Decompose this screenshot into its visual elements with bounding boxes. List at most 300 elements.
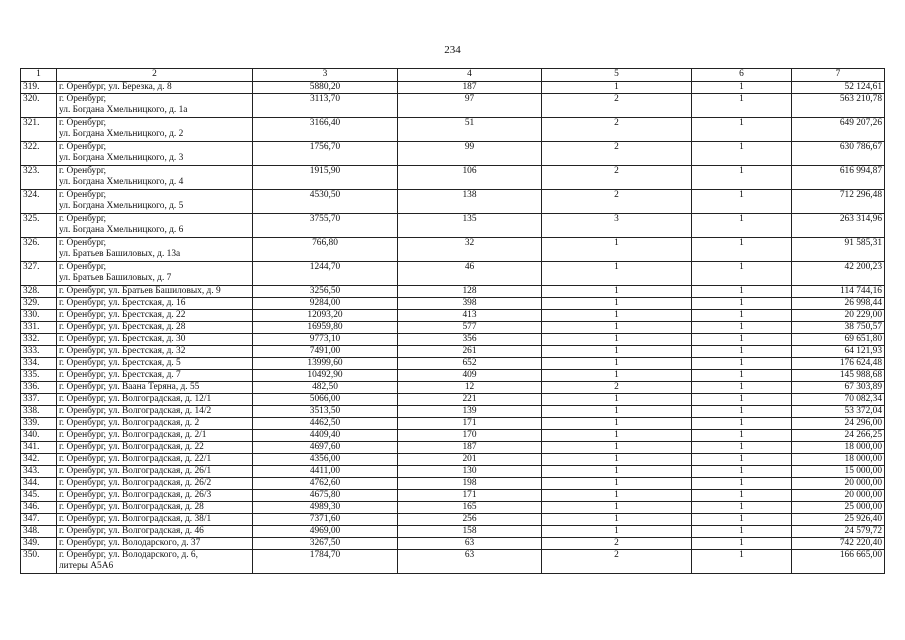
area-cell: 3113,70 [253,94,398,118]
table-body [21,82,885,574]
address-cell [57,310,253,322]
column-5-cell: 1 [542,442,692,454]
cost-cell: 69 651,80 [792,334,885,346]
residents-cell: 12 [398,382,542,394]
residents-cell: 63 [398,538,542,550]
area-cell: 13999,60 [253,358,398,370]
column-6-cell: 1 [692,382,792,394]
residents-cell: 652 [398,358,542,370]
address-line: г. Оренбург, [59,166,107,176]
column-header: 7 [792,69,885,82]
address-cell [57,550,253,574]
table-row [21,142,885,166]
area-cell: 9284,00 [253,298,398,310]
residents-cell: 201 [398,454,542,466]
cost-cell: 20 229,00 [792,310,885,322]
column-6-cell: 1 [692,310,792,322]
address-line: ул. Братьев Башиловых, д. 7 [59,273,172,283]
column-5-cell: 1 [542,430,692,442]
table-row [21,310,885,322]
column-5-cell: 1 [542,262,692,286]
row-number-cell: 339. [21,418,57,430]
area-cell: 4462,50 [253,418,398,430]
area-cell: 3755,70 [253,214,398,238]
cost-cell: 18 000,00 [792,442,885,454]
column-6-cell: 1 [692,286,792,298]
column-6-cell: 1 [692,538,792,550]
column-5-cell: 1 [542,466,692,478]
cost-cell: 20 000,00 [792,490,885,502]
address-line: литеры А5А6 [59,561,114,571]
column-header: 5 [542,69,692,82]
area-cell: 4411,00 [253,466,398,478]
column-5-cell: 1 [542,490,692,502]
column-header: 2 [57,69,253,82]
residents-cell: 135 [398,214,542,238]
address-line: г. Оренбург, ул. Брестская, д. 22 [59,310,186,320]
address-cell [57,442,253,454]
cost-cell: 64 121,93 [792,346,885,358]
address-line: ул. Богдана Хмельницкого, д. 5 [59,201,184,211]
area-cell: 7491,00 [253,346,398,358]
row-number-cell: 321. [21,118,57,142]
table-row [21,538,885,550]
residents-cell: 577 [398,322,542,334]
address-cell [57,502,253,514]
column-header: 1 [21,69,57,82]
area-cell: 3513,50 [253,406,398,418]
address-cell [57,190,253,214]
table-row [21,466,885,478]
address-cell [57,346,253,358]
column-5-cell: 3 [542,214,692,238]
column-5-cell: 1 [542,346,692,358]
cost-cell: 25 926,40 [792,514,885,526]
residents-cell: 171 [398,490,542,502]
address-cell [57,286,253,298]
residents-cell: 106 [398,166,542,190]
area-cell: 4356,00 [253,454,398,466]
column-6-cell: 1 [692,454,792,466]
column-5-cell: 2 [542,550,692,574]
cost-cell: 563 210,78 [792,94,885,118]
cost-cell: 166 665,00 [792,550,885,574]
address-line: г. Оренбург, ул. Володарского, д. 6, [59,550,198,560]
table-row [21,190,885,214]
column-5-cell: 1 [542,502,692,514]
column-6-cell: 1 [692,466,792,478]
table-row [21,394,885,406]
table-row [21,502,885,514]
row-number-cell: 333. [21,346,57,358]
column-5-cell: 2 [542,142,692,166]
residents-cell: 398 [398,298,542,310]
address-cell [57,322,253,334]
area-cell: 4969,00 [253,526,398,538]
table-row [21,334,885,346]
cost-cell: 114 744,16 [792,286,885,298]
residents-cell: 46 [398,262,542,286]
residents-cell: 413 [398,310,542,322]
column-5-cell: 1 [542,322,692,334]
address-cell [57,382,253,394]
column-header: 3 [253,69,398,82]
table-row [21,82,885,94]
cost-cell: 38 750,57 [792,322,885,334]
address-line: г. Оренбург, ул. Волгоградская, д. 46 [59,526,204,536]
address-line: г. Оренбург, [59,238,107,248]
column-5-cell: 1 [542,298,692,310]
address-line: г. Оренбург, ул. Волгоградская, д. 28 [59,502,204,512]
address-line: г. Оренбург, ул. Брестская, д. 28 [59,322,186,332]
cost-cell: 91 585,31 [792,238,885,262]
cost-cell: 712 296,48 [792,190,885,214]
row-number-cell: 329. [21,298,57,310]
residents-cell: 187 [398,442,542,454]
address-line: ул. Богдана Хмельницкого, д. 2 [59,129,184,139]
row-number-cell: 341. [21,442,57,454]
column-5-cell: 1 [542,406,692,418]
column-5-cell: 1 [542,478,692,490]
address-cell [57,514,253,526]
residents-cell: 409 [398,370,542,382]
area-cell: 1784,70 [253,550,398,574]
table-row [21,262,885,286]
address-cell [57,454,253,466]
row-number-cell: 340. [21,430,57,442]
area-cell: 766,80 [253,238,398,262]
column-5-cell: 1 [542,310,692,322]
address-line: г. Оренбург, ул. Брестская, д. 30 [59,334,186,344]
residents-cell: 63 [398,550,542,574]
table-row [21,382,885,394]
area-cell: 5066,00 [253,394,398,406]
address-line: г. Оренбург, [59,142,107,152]
address-line: г. Оренбург, ул. Волгоградская, д. 2/1 [59,430,207,440]
column-5-cell: 1 [542,286,692,298]
area-cell: 3256,50 [253,286,398,298]
address-cell [57,166,253,190]
address-line: г. Оренбург, ул. Брестская, д. 7 [59,370,181,380]
address-line: ул. Богдана Хмельницкого, д. 3 [59,153,184,163]
address-line: г. Оренбург, ул. Братьев Башиловых, д. 9 [59,286,221,296]
address-line: г. Оренбург, ул. Брестская, д. 32 [59,346,186,356]
row-number-cell: 344. [21,478,57,490]
address-line: г. Оренбург, ул. Волгоградская, д. 14/2 [59,406,212,416]
column-5-cell: 1 [542,514,692,526]
table-row [21,442,885,454]
residents-cell: 51 [398,118,542,142]
column-6-cell: 1 [692,394,792,406]
address-line: г. Оренбург, ул. Волгоградская, д. 12/1 [59,394,212,404]
cost-cell: 24 266,25 [792,430,885,442]
address-line: г. Оренбург, ул. Волгоградская, д. 38/1 [59,514,212,524]
residents-cell: 99 [398,142,542,166]
column-6-cell: 1 [692,94,792,118]
cost-cell: 616 994,87 [792,166,885,190]
row-number-cell: 330. [21,310,57,322]
column-6-cell: 1 [692,214,792,238]
address-cell [57,394,253,406]
cost-cell: 263 314,96 [792,214,885,238]
table-row [21,346,885,358]
address-cell [57,490,253,502]
area-cell: 1756,70 [253,142,398,166]
column-5-cell: 2 [542,190,692,214]
column-header: 4 [398,69,542,82]
column-6-cell: 1 [692,118,792,142]
address-cell [57,214,253,238]
address-line: г. Оренбург, [59,118,107,128]
column-6-cell: 1 [692,262,792,286]
residents-cell: 221 [398,394,542,406]
row-number-cell: 327. [21,262,57,286]
area-cell: 4697,60 [253,442,398,454]
area-cell: 4675,80 [253,490,398,502]
table-row [21,238,885,262]
column-5-cell: 1 [542,238,692,262]
area-cell: 4409,40 [253,430,398,442]
column-header: 6 [692,69,792,82]
column-6-cell: 1 [692,346,792,358]
address-cell [57,358,253,370]
address-line: ул. Братьев Башиловых, д. 13а [59,249,181,259]
residents-cell: 128 [398,286,542,298]
area-cell: 3267,50 [253,538,398,550]
row-number-cell: 326. [21,238,57,262]
row-number-cell: 320. [21,94,57,118]
residents-cell: 170 [398,430,542,442]
column-6-cell: 1 [692,406,792,418]
table-row [21,490,885,502]
address-line: г. Оренбург, [59,94,107,104]
row-number-cell: 336. [21,382,57,394]
cost-cell: 25 000,00 [792,502,885,514]
cost-cell: 176 624,48 [792,358,885,370]
cost-cell: 15 000,00 [792,466,885,478]
row-number-cell: 345. [21,490,57,502]
table-row [21,166,885,190]
table-row [21,370,885,382]
address-cell [57,526,253,538]
address-cell [57,334,253,346]
address-cell [57,430,253,442]
column-6-cell: 1 [692,430,792,442]
residents-cell: 165 [398,502,542,514]
address-cell [57,298,253,310]
address-cell [57,478,253,490]
address-line: ул. Богдана Хмельницкого, д. 1а [59,105,188,115]
address-line: г. Оренбург, ул. Володарского, д. 37 [59,538,201,548]
cost-cell: 630 786,67 [792,142,885,166]
residents-cell: 130 [398,466,542,478]
column-6-cell: 1 [692,322,792,334]
table-row [21,358,885,370]
column-6-cell: 1 [692,82,792,94]
table-row [21,286,885,298]
address-cell [57,262,253,286]
address-line: г. Оренбург, ул. Березка, д. 8 [59,82,172,92]
cost-cell: 53 372,04 [792,406,885,418]
area-cell: 4762,60 [253,478,398,490]
register-table [20,68,885,574]
column-6-cell: 1 [692,238,792,262]
column-6-cell: 1 [692,550,792,574]
address-line: г. Оренбург, ул. Волгоградская, д. 26/3 [59,490,212,500]
area-cell: 482,50 [253,382,398,394]
table-row [21,94,885,118]
table-row [21,526,885,538]
residents-cell: 261 [398,346,542,358]
column-6-cell: 1 [692,142,792,166]
cost-cell: 24 296,00 [792,418,885,430]
column-5-cell: 1 [542,526,692,538]
cost-cell: 24 579,72 [792,526,885,538]
column-6-cell: 1 [692,490,792,502]
row-number-cell: 350. [21,550,57,574]
row-number-cell: 334. [21,358,57,370]
address-line: ул. Богдана Хмельницкого, д. 4 [59,177,184,187]
row-number-cell: 347. [21,514,57,526]
address-line: ул. Богдана Хмельницкого, д. 6 [59,225,184,235]
area-cell: 4530,50 [253,190,398,214]
table-row [21,478,885,490]
address-line: г. Оренбург, ул. Волгоградская, д. 26/1 [59,466,212,476]
row-number-cell: 323. [21,166,57,190]
row-number-cell: 343. [21,466,57,478]
column-5-cell: 1 [542,454,692,466]
column-5-cell: 1 [542,370,692,382]
row-number-cell: 319. [21,82,57,94]
table-row [21,550,885,574]
column-6-cell: 1 [692,442,792,454]
address-line: г. Оренбург, ул. Волгоградская, д. 22/1 [59,454,212,464]
table-row [21,454,885,466]
residents-cell: 32 [398,238,542,262]
table-row [21,214,885,238]
address-cell [57,406,253,418]
cost-cell: 649 207,26 [792,118,885,142]
cost-cell: 42 200,23 [792,262,885,286]
row-number-cell: 342. [21,454,57,466]
address-cell [57,142,253,166]
row-number-cell: 322. [21,142,57,166]
row-number-cell: 325. [21,214,57,238]
address-line: г. Оренбург, [59,190,107,200]
address-line: г. Оренбург, ул. Волгоградская, д. 22 [59,442,204,452]
row-number-cell: 324. [21,190,57,214]
address-cell [57,238,253,262]
column-6-cell: 1 [692,190,792,214]
address-line: г. Оренбург, [59,262,107,272]
column-5-cell: 2 [542,538,692,550]
column-6-cell: 1 [692,166,792,190]
row-number-cell: 338. [21,406,57,418]
residents-cell: 198 [398,478,542,490]
area-cell: 7371,60 [253,514,398,526]
column-6-cell: 1 [692,298,792,310]
cost-cell: 145 988,68 [792,370,885,382]
area-cell: 3166,40 [253,118,398,142]
column-6-cell: 1 [692,514,792,526]
cost-cell: 20 000,00 [792,478,885,490]
address-cell [57,538,253,550]
residents-cell: 356 [398,334,542,346]
residents-cell: 138 [398,190,542,214]
address-line: г. Оренбург, ул. Волгоградская, д. 26/2 [59,478,212,488]
address-cell [57,118,253,142]
address-cell [57,94,253,118]
address-line: г. Оренбург, ул. Брестская, д. 5 [59,358,181,368]
cost-cell: 70 082,34 [792,394,885,406]
row-number-cell: 348. [21,526,57,538]
area-cell: 1244,70 [253,262,398,286]
column-5-cell: 1 [542,82,692,94]
column-6-cell: 1 [692,370,792,382]
column-6-cell: 1 [692,334,792,346]
residents-cell: 256 [398,514,542,526]
cost-cell: 52 124,61 [792,82,885,94]
address-line: г. Оренбург, ул. Ваана Теряна, д. 55 [59,382,200,392]
table-row [21,418,885,430]
cost-cell: 67 303,89 [792,382,885,394]
column-6-cell: 1 [692,418,792,430]
table-row [21,298,885,310]
column-6-cell: 1 [692,478,792,490]
row-number-cell: 346. [21,502,57,514]
area-cell: 16959,80 [253,322,398,334]
row-number-cell: 331. [21,322,57,334]
address-cell [57,466,253,478]
residents-cell: 97 [398,94,542,118]
cost-cell: 18 000,00 [792,454,885,466]
column-5-cell: 1 [542,334,692,346]
area-cell: 9773,10 [253,334,398,346]
table-row [21,406,885,418]
cost-cell: 742 220,40 [792,538,885,550]
area-cell: 5880,20 [253,82,398,94]
cost-cell: 26 998,44 [792,298,885,310]
table-row [21,514,885,526]
table-row [21,118,885,142]
address-line: г. Оренбург, ул. Волгоградская, д. 2 [59,418,200,428]
table-row [21,430,885,442]
column-5-cell: 2 [542,382,692,394]
page-number: 234 [444,44,461,56]
column-6-cell: 1 [692,526,792,538]
row-number-cell: 332. [21,334,57,346]
column-6-cell: 1 [692,502,792,514]
header-row [21,69,885,82]
residents-cell: 158 [398,526,542,538]
address-cell [57,370,253,382]
area-cell: 10492,90 [253,370,398,382]
column-6-cell: 1 [692,358,792,370]
area-cell: 12093,20 [253,310,398,322]
table-row [21,322,885,334]
residents-cell: 171 [398,418,542,430]
column-5-cell: 1 [542,358,692,370]
address-line: г. Оренбург, [59,214,107,224]
column-5-cell: 1 [542,394,692,406]
residents-cell: 139 [398,406,542,418]
column-5-cell: 2 [542,94,692,118]
row-number-cell: 337. [21,394,57,406]
column-5-cell: 1 [542,418,692,430]
column-5-cell: 2 [542,118,692,142]
row-number-cell: 349. [21,538,57,550]
row-number-cell: 328. [21,286,57,298]
